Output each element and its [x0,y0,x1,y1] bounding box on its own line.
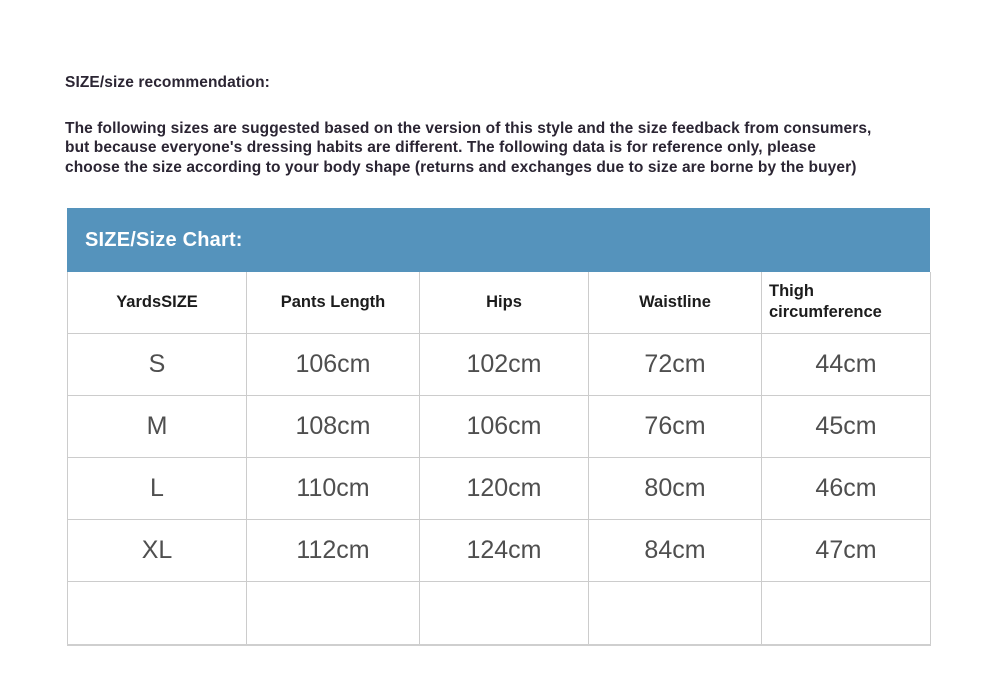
pants-length-cell: 106cm [247,333,420,395]
empty-cell [589,581,762,645]
empty-cell [247,581,420,645]
thigh-circumference-cell: 45cm [762,395,931,457]
column-header-thigh-circumference: Thigh circumference [762,272,931,333]
size-label-cell: S [68,333,247,395]
table-row-empty [68,581,931,645]
column-header-yards-size: YardsSIZE [68,272,247,333]
thigh-circumference-cell: 47cm [762,519,931,581]
empty-cell [762,581,931,645]
pants-length-cell: 110cm [247,457,420,519]
size-table [67,272,931,646]
thigh-circumference-cell: 46cm [762,457,931,519]
size-label-cell: L [68,457,247,519]
recommendation-line-3: choose the size according to your body shape (returns and exchanges due to size are borne by the buyer) [65,158,857,176]
size-label-cell: XL [68,519,247,581]
size-table-header-row [68,272,931,333]
waistline-cell: 80cm [589,457,762,519]
waistline-cell: 76cm [589,395,762,457]
column-header-hips: Hips [420,272,589,333]
table-row-size-m [68,395,931,457]
recommendation-line-2: but because everyone's dressing habits are different. The following data is for reference only, please [65,139,816,157]
size-recommendation-text [65,119,871,177]
table-row-size-xl [68,519,931,581]
recommendation-line-1: The following sizes are suggested based on the version of this style and the size feedback from consumers, [65,120,872,137]
table-row-size-s [68,333,931,395]
thigh-circumference-cell: 44cm [762,333,931,395]
size-recommendation-heading: SIZE/size recommendation: [65,74,270,91]
waistline-cell: 84cm [589,519,762,581]
size-label-cell: M [68,395,247,457]
column-header-pants-length: Pants Length [247,272,420,333]
size-chart-title-bar [67,208,930,272]
hips-cell: 120cm [420,457,589,519]
empty-cell [420,581,589,645]
size-chart-section [67,208,930,646]
waistline-cell: 72cm [589,333,762,395]
pants-length-cell: 108cm [247,395,420,457]
size-chart-title: SIZE/Size Chart: [85,228,243,251]
empty-cell [68,581,247,645]
table-row-size-l [68,457,931,519]
column-header-waistline: Waistline [589,272,762,333]
hips-cell: 124cm [420,519,589,581]
hips-cell: 102cm [420,333,589,395]
hips-cell: 106cm [420,395,589,457]
pants-length-cell: 112cm [247,519,420,581]
